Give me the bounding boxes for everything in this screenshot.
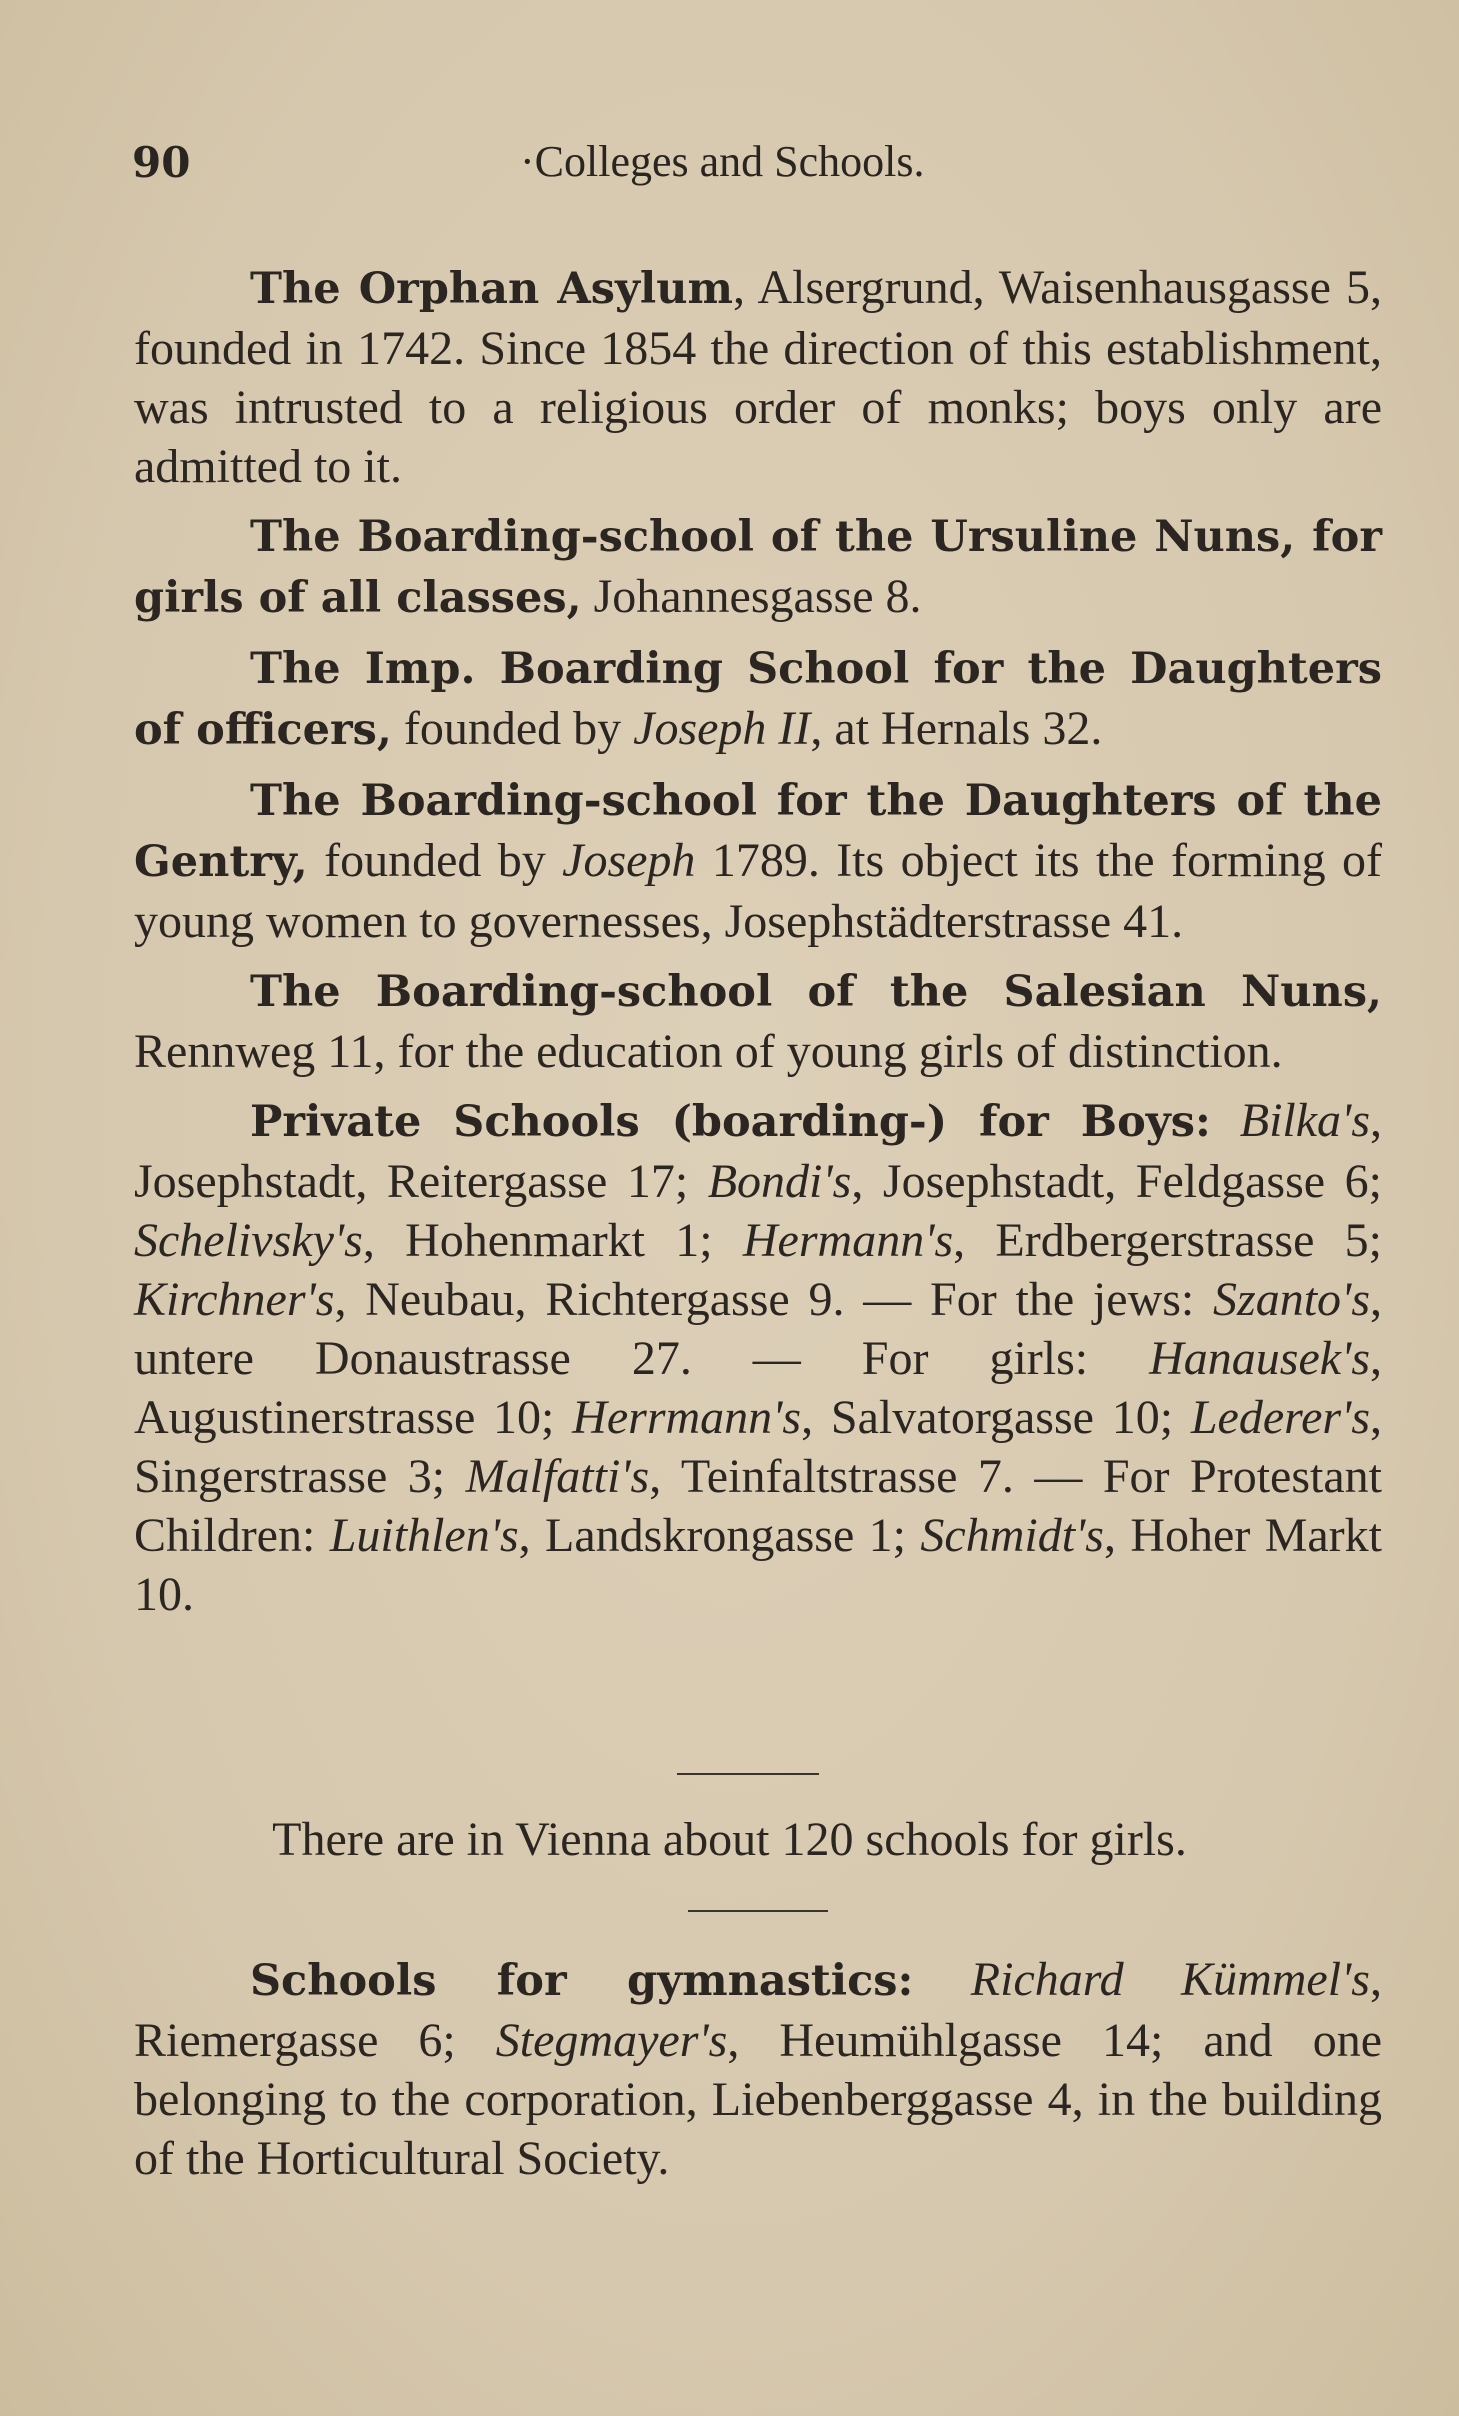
entry-text: 1789. Its object its the forming of young women to governesses, Josephstädterstrasse 41.	[134, 834, 1382, 948]
entry-italic-name: Joseph II	[633, 702, 811, 755]
paragraph-private-schools	[134, 1091, 1382, 1624]
paragraph-ursuline-nuns	[134, 506, 1382, 628]
school-address: , Riemergasse 6;	[134, 1953, 1382, 2067]
entry-text: , Alsergrund, Waisenhausgasse 5, founded in 1742. Since 1854 the direction of this establishment, was intrusted to a religious order of monks; boys only are admitted to it.	[134, 261, 1383, 493]
entry-text: founded by	[307, 834, 563, 887]
school-name: Lederer's	[1190, 1391, 1370, 1444]
gymnastics-text	[134, 1950, 1382, 2198]
main-text	[134, 258, 1382, 1634]
entry-title: Schools for gymnastics:	[250, 1956, 914, 2006]
school-address: , Heumühlgasse 14; and one belonging to the corporation, Liebenberggasse 4, in the building of the Horticultural Society.	[134, 2014, 1382, 2185]
paragraph-daughters-of-gentry	[134, 770, 1382, 951]
school-address: , Augustinerstrasse 10;	[134, 1332, 1382, 1444]
paragraph-gymnastics	[134, 1950, 1382, 2188]
school-address: , Josephstadt, Feldgasse 6;	[851, 1155, 1382, 1208]
school-address: , Landskrongasse 1;	[518, 1509, 921, 1562]
school-name: Richard Kümmel's	[970, 1953, 1370, 2006]
page-header	[0, 130, 1459, 200]
running-title: ·Colleges and Schools.	[520, 137, 925, 186]
school-name: Schelivsky's	[134, 1214, 363, 1267]
entry-text: founded by	[391, 702, 634, 755]
school-address: , Teinfaltstrasse 7. — For Protestant Children:	[134, 1450, 1383, 1562]
paragraph-orphan-asylum	[134, 258, 1382, 496]
school-name: Bilka's	[1239, 1094, 1370, 1147]
entry-text: Johannesgasse 8.	[581, 570, 922, 623]
school-address: , untere Donaustrasse 27. — For girls:	[134, 1273, 1382, 1385]
school-name: Herrmann's	[572, 1391, 802, 1444]
entry-title: The Orphan Asylum	[250, 264, 734, 314]
entry-title: Private Schools (boarding-) for Boys:	[250, 1097, 1211, 1147]
school-address: , Erdbergerstrasse 5;	[953, 1214, 1383, 1267]
school-name: Hermann's	[742, 1214, 954, 1267]
entry-title: The Boarding-school for the Daughters of the Gentry,	[134, 776, 1382, 887]
school-name: Hanausek's	[1149, 1332, 1370, 1385]
entry-title: The Imp. Boarding School for the Daughters of officers,	[134, 644, 1382, 755]
entry-text: Rennweg 11, for the education of young girls of distinction.	[134, 1025, 1283, 1078]
school-address: , Singerstrasse 3;	[134, 1391, 1382, 1503]
section-divider	[688, 1910, 828, 1912]
page-number: 90	[132, 138, 191, 187]
school-name: Malfatti's	[465, 1450, 650, 1503]
school-address: , Hoher Markt 10.	[134, 1509, 1383, 1621]
school-address: , Neubau, Richtergasse 9. — For the jews:	[334, 1273, 1214, 1326]
entry-title: The Boarding-school of the Ursuline Nuns, for girls of all classes,	[134, 512, 1382, 623]
school-name: Szanto's	[1213, 1273, 1370, 1326]
school-name: Stegmayer's	[495, 2014, 728, 2067]
paragraph-salesian-nuns	[134, 961, 1382, 1081]
school-name: Schmidt's	[920, 1509, 1104, 1562]
school-name: Bondi's	[707, 1155, 852, 1208]
school-name: Luithlen's	[329, 1509, 519, 1562]
entry-italic-name: Joseph	[562, 834, 696, 887]
girls-schools-note: There are in Vienna about 120 schools for girls.	[272, 1813, 1187, 1866]
section-divider	[677, 1773, 819, 1775]
paragraph-imp-boarding-school	[134, 638, 1382, 760]
entry-title: The Boarding-school of the Salesian Nuns,	[250, 967, 1382, 1017]
school-address: , Hohenmarkt 1;	[362, 1214, 743, 1267]
school-address: , Josephstadt, Reitergasse 17;	[134, 1094, 1382, 1208]
school-address: , Salvatorgasse 10;	[801, 1391, 1191, 1444]
entry-text: , at Hernals 32.	[810, 702, 1103, 755]
school-name: Kirchner's	[134, 1273, 335, 1326]
